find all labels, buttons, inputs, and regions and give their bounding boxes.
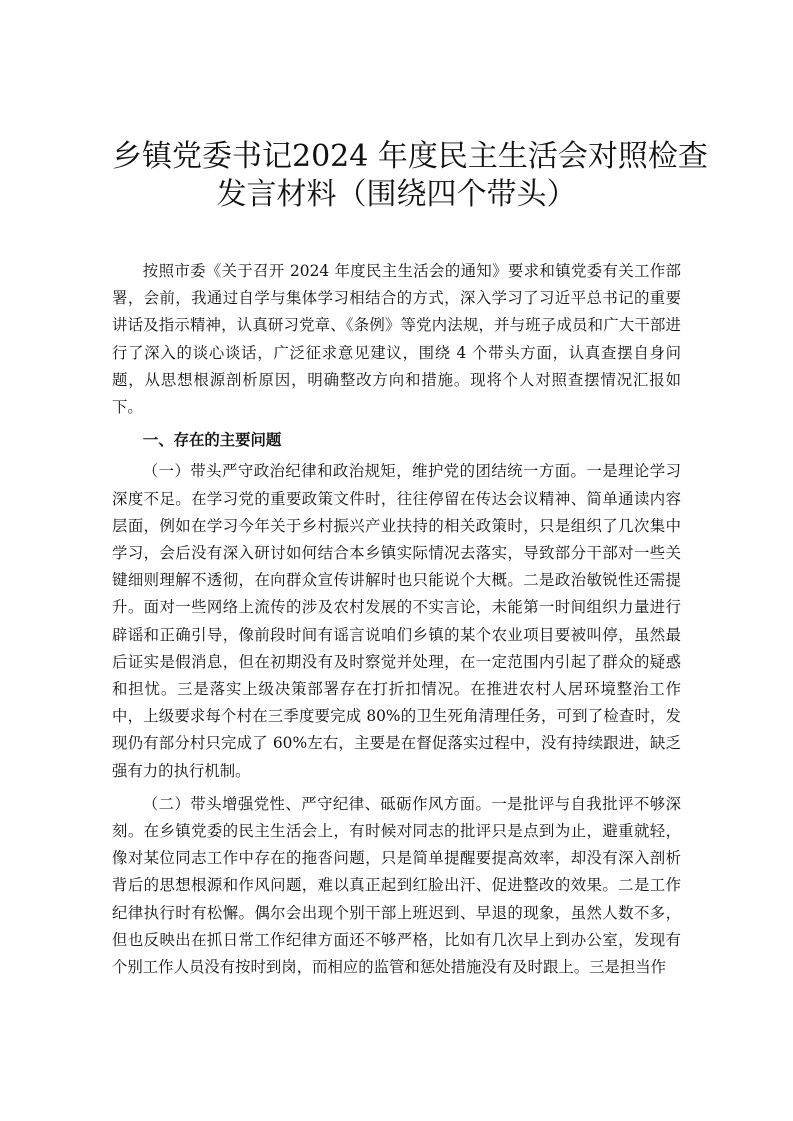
- paragraph-political-discipline: （一）带头严守政治纪律和政治规矩，维护党的团结统一方面。一是理论学习深度不足。在学习党的重要政策文件时，往往停留在传达会议精神、简单通读内容层面，例如在学习今年关于乡村振兴产业扶持的相关政策时，只是组织了几次集中学习，会后没有深入研讨如何结合本乡镇实际情况去落实，导致部分干部对一些关键细则理解不透彻，在向群众宣传讲解时也只能说个大概。二是政治敏锐性还需提升。面对一些网络上流传的涉及农村发展的不实言论，未能第一时间组织力量进行辟谣和正确引导，像前段时间有谣言说咱们乡镇的某个农业项目要被叫停，虽然最后证实是假消息，但在初期没有及时察觉并处理，在一定范围内引起了群众的疑惑和担忧。三是落实上级决策部署存在打折扣情况。在推进农村人居环境整治工作中，上级要求每个村在三季度要完成 80%的卫生死角清理任务，可到了检查时，发现仍有部分村只完成了 60%左右，主要是在督促落实过程中，没有持续跟进，缺乏强有力的执行机制。: [112, 462, 681, 780]
- paragraph-party-spirit: （二）带头增强党性、严守纪律、砥砺作风方面。一是批评与自我批评不够深刻。在乡镇党委的民主生活会上，有时候对同志的批评只是点到为止，避重就轻，像对某位同志工作中存在的拖沓问题，只是简单提醒要提高效率，却没有深入剖析背后的思想根源和作风问题，难以真正起到红脸出汗、促进整改的效果。二是工作纪律执行时有松懈。偶尔会出现个别干部上班迟到、早退的现象，虽然人数不多，但也反映出在抓日常工作纪律方面还不够严格，比如有几次早上到办公室，发现有个别工作人员没有按时到岗，而相应的监管和惩处措施没有及时跟上。三是担当作: [112, 794, 681, 977]
- section-heading-problems: 一、存在的主要问题: [142, 431, 282, 450]
- title-line-1: 乡镇党委书记2024 年度民主生活会对照检查: [112, 139, 708, 174]
- intro-paragraph: 按照市委《关于召开 2024 年度民主生活会的通知》要求和镇党委有关工作部署，会前，我通过自学与集体学习相结合的方式，深入学习了习近平总书记的重要讲话及指示精神，认真研习党章、《条例》等党内法规，并与班子成员和广大干部进行了深入的谈心谈话，广泛征求意见建议，围绕 4 个带头方面，认真查摆自身问题，从思想根源剖析原因，明确整改方向和措施。现将个人对照查摆情况汇报如下。: [112, 262, 681, 417]
- document-title: [112, 138, 708, 214]
- title-line-2: 发言材料（围绕四个带头）: [216, 177, 577, 212]
